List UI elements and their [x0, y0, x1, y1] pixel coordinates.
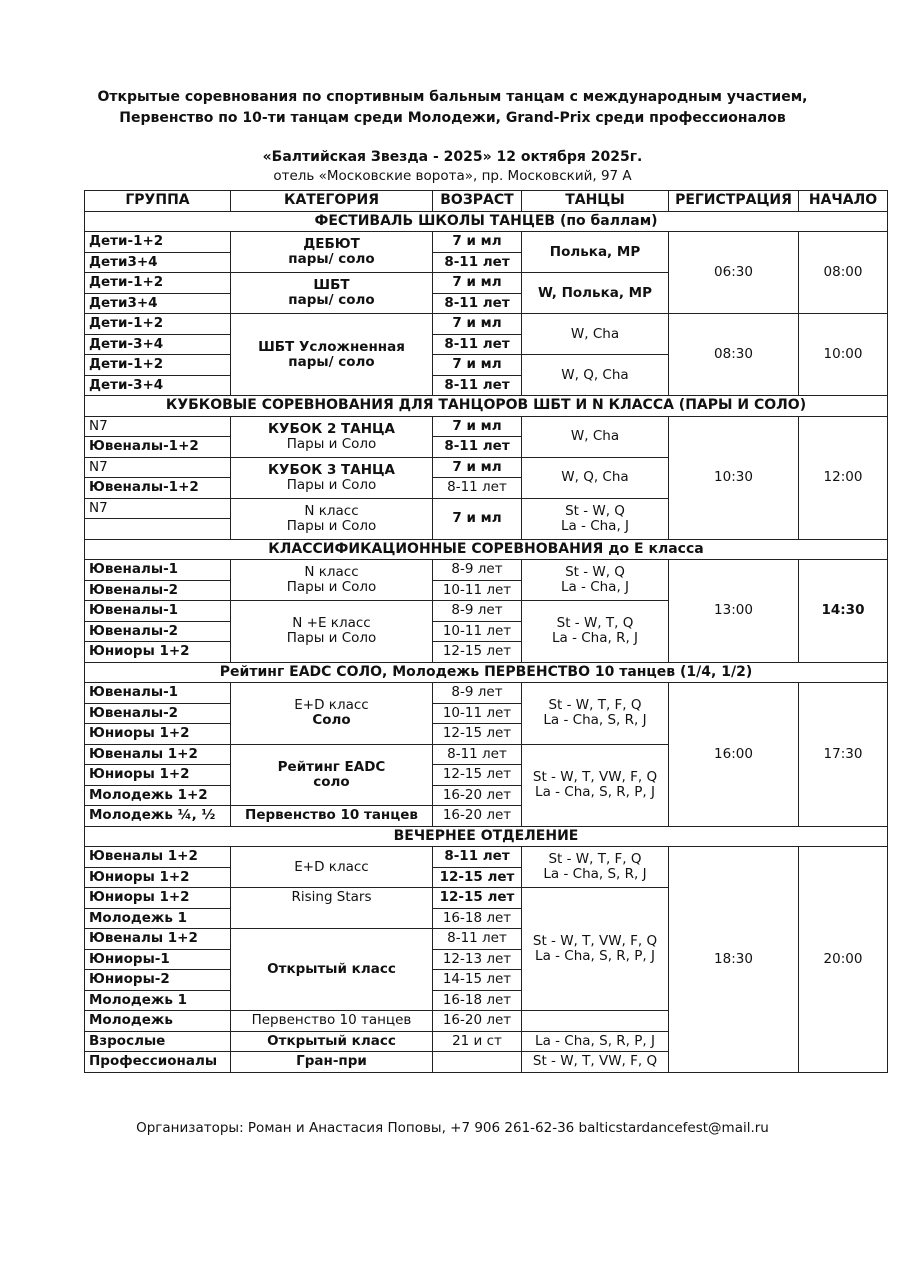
section-row	[85, 396, 888, 417]
category-format: Пары и Соло	[286, 630, 377, 647]
group-cell: Ювеналы-1	[85, 560, 231, 581]
dances-cell	[522, 847, 669, 888]
schedule-table	[84, 190, 888, 1073]
column-header: ВОЗРАСТ	[433, 191, 522, 212]
group-cell: Молодежь ¼, ½	[85, 806, 231, 827]
category-cell	[231, 232, 433, 273]
section-row	[85, 539, 888, 560]
group-cell: Ювеналы-2	[85, 703, 231, 724]
age-cell: 8-11 лет	[433, 437, 522, 458]
group-cell: Ювеналы-1	[85, 601, 231, 622]
age-cell: 10-11 лет	[433, 703, 522, 724]
section-title: Рейтинг EADC СОЛО, Молодежь ПЕРВЕНСТВО 10 танцев (1/4, 1/2)	[85, 662, 888, 683]
category-cell	[231, 273, 433, 314]
latin-dances: La - Cha, S, R, P, J	[535, 784, 655, 800]
start-cell: 20:00	[799, 847, 888, 1073]
organizers-footer: Организаторы: Роман и Анастасия Поповы, +7 906 261-62-36 balticstardancefest@mail.ru	[136, 1120, 769, 1136]
age-cell: 7 и мл	[433, 232, 522, 253]
group-cell: Ювеналы-2	[85, 580, 231, 601]
category-cell	[231, 683, 433, 745]
age-cell: 8-11 лет	[433, 744, 522, 765]
age-cell: 7 и мл	[433, 355, 522, 376]
group-cell: Ювеналы-1+2	[85, 437, 231, 458]
category-name: N класс	[304, 564, 359, 580]
column-header: ТАНЦЫ	[522, 191, 669, 212]
category-cell	[231, 560, 433, 601]
category-cell	[231, 601, 433, 663]
registration-cell: 08:30	[669, 314, 799, 396]
age-cell: 7 и мл	[433, 314, 522, 335]
group-cell: Юниоры 1+2	[85, 642, 231, 663]
section-title: ФЕСТИВАЛЬ ШКОЛЫ ТАНЦЕВ (по баллам)	[85, 211, 888, 232]
standard-dances: St - W, T, F, Q	[548, 697, 642, 714]
age-cell: 7 и мл	[433, 498, 522, 539]
column-header: НАЧАЛО	[799, 191, 888, 212]
dances-cell: Полька, МР	[522, 232, 669, 273]
dances-cell	[522, 683, 669, 745]
category-format: пары/ соло	[288, 353, 375, 370]
event-title: «Балтийская Звезда - 2025» 12 октября 2025г.	[262, 149, 643, 165]
table-row	[85, 683, 888, 704]
group-cell: Дети-1+2	[85, 232, 231, 253]
table-row	[85, 847, 888, 868]
start-cell: 08:00	[799, 232, 888, 314]
registration-cell: 16:00	[669, 683, 799, 827]
age-cell: 8-9 лет	[433, 683, 522, 704]
category-cell	[231, 498, 433, 539]
dances-cell: W, Q, Cha	[522, 457, 669, 498]
age-cell: 12-13 лет	[433, 949, 522, 970]
group-cell: Дети-1+2	[85, 314, 231, 335]
section-title: КУБКОВЫЕ СОРЕВНОВАНИЯ ДЛЯ ТАНЦОРОВ ШБТ И N КЛАССА (ПАРЫ И СОЛО)	[85, 396, 888, 417]
age-cell: 8-11 лет	[433, 478, 522, 499]
latin-dances: La - Cha, S, R, J	[543, 712, 647, 729]
age-cell: 8-11 лет	[433, 847, 522, 868]
group-cell: Ювеналы 1+2	[85, 929, 231, 950]
category-name: E+D класс	[294, 697, 369, 714]
age-cell	[433, 1052, 522, 1073]
standard-dances: St - W, T, Q	[556, 615, 634, 632]
standard-dances: St - W, Q	[565, 564, 625, 580]
group-cell: N7	[85, 457, 231, 478]
age-cell: 10-11 лет	[433, 621, 522, 642]
group-cell: Юниоры 1+2	[85, 724, 231, 745]
registration-cell: 06:30	[669, 232, 799, 314]
group-cell: Ювеналы-1+2	[85, 478, 231, 499]
age-cell: 12-15 лет	[433, 642, 522, 663]
standard-dances: St - W, T, F, Q	[548, 851, 642, 867]
latin-dances: La - Cha, S, R, J	[543, 866, 647, 882]
group-cell: Юниоры-1	[85, 949, 231, 970]
age-cell: 7 и мл	[433, 273, 522, 294]
group-cell: Дети-3+4	[85, 375, 231, 396]
category-cell: Rising Stars	[231, 888, 433, 929]
category-format: Пары и Соло	[286, 435, 377, 452]
section-title: КЛАССИФИКАЦИОННЫЕ СОРЕВНОВАНИЯ до Е класса	[85, 539, 888, 560]
table-row	[85, 416, 888, 437]
age-cell: 8-9 лет	[433, 560, 522, 581]
group-cell: Молодежь 1+2	[85, 785, 231, 806]
venue: отель «Московские ворота», пр. Московский, 97 А	[273, 168, 632, 184]
table-row	[85, 314, 888, 335]
group-cell: N7	[85, 416, 231, 437]
age-cell: 12-15 лет	[433, 765, 522, 786]
age-cell: 10-11 лет	[433, 580, 522, 601]
category-format: Пары и Соло	[286, 476, 377, 493]
category-cell: Открытый класс	[231, 929, 433, 1011]
age-cell: 16-18 лет	[433, 990, 522, 1011]
age-cell: 8-11 лет	[433, 334, 522, 355]
section-row	[85, 662, 888, 683]
title-line-2: Первенство по 10-ти танцам среди Молодежи, Grand-Prix среди профессионалов	[119, 110, 786, 126]
group-cell	[85, 519, 231, 540]
category-format: Пары и Соло	[286, 517, 377, 534]
dances-cell: W, Cha	[522, 314, 669, 355]
group-cell: Юниоры 1+2	[85, 888, 231, 909]
standard-dances: St - W, T, VW, F, Q	[532, 769, 658, 785]
table-row	[85, 560, 888, 581]
group-cell: Взрослые	[85, 1031, 231, 1052]
category-name: Рейтинг EADC	[277, 758, 386, 775]
group-cell: Ювеналы-1	[85, 683, 231, 704]
category-name: ШБТ Усложненная	[258, 338, 405, 355]
category-cell: Гран-при	[231, 1052, 433, 1073]
section-row	[85, 826, 888, 847]
start-cell: 10:00	[799, 314, 888, 396]
age-cell: 8-11 лет	[433, 375, 522, 396]
group-cell: Юниоры 1+2	[85, 765, 231, 786]
dances-cell	[522, 560, 669, 601]
group-cell: Дети3+4	[85, 293, 231, 314]
group-cell: Молодежь 1	[85, 908, 231, 929]
latin-dances: La - Cha, S, R, P, J	[535, 948, 655, 964]
column-header: ГРУППА	[85, 191, 231, 212]
group-cell: Профессионалы	[85, 1052, 231, 1073]
category-name: ШБТ	[313, 277, 350, 293]
table-row	[85, 232, 888, 253]
dances-cell: La - Cha, S, R, P, J	[522, 1031, 669, 1052]
age-cell: 16-20 лет	[433, 806, 522, 827]
category-cell	[231, 744, 433, 806]
category-name: ДЕБЮТ	[303, 236, 360, 252]
registration-cell: 13:00	[669, 560, 799, 663]
group-cell: Дети-1+2	[85, 273, 231, 294]
category-format: пары/ соло	[288, 251, 375, 267]
section-title: ВЕЧЕРНЕЕ ОТДЕЛЕНИЕ	[85, 826, 888, 847]
latin-dances: La - Cha, J	[560, 579, 630, 595]
column-header: РЕГИСТРАЦИЯ	[669, 191, 799, 212]
category-name: N +E класс	[292, 615, 371, 632]
category-format: пары/ соло	[288, 292, 375, 308]
group-cell: Ювеналы-2	[85, 621, 231, 642]
category-cell: E+D класс	[231, 847, 433, 888]
dances-cell: W, Полька, МР	[522, 273, 669, 314]
category-cell: Первенство 10 танцев	[231, 806, 433, 827]
age-cell: 8-9 лет	[433, 601, 522, 622]
group-cell: Молодежь	[85, 1011, 231, 1032]
group-cell: Юниоры-2	[85, 970, 231, 991]
group-cell: Ювеналы 1+2	[85, 744, 231, 765]
group-cell: Дети3+4	[85, 252, 231, 273]
category-format: Пары и Соло	[286, 579, 377, 595]
dances-cell	[522, 744, 669, 826]
standard-dances: St - W, T, VW, F, Q	[532, 933, 658, 949]
latin-dances: La - Cha, R, J	[551, 630, 639, 647]
category-cell: Первенство 10 танцев	[231, 1011, 433, 1032]
dances-cell: St - W, T, VW, F, Q	[522, 1052, 669, 1073]
group-cell: Молодежь 1	[85, 990, 231, 1011]
age-cell: 16-20 лет	[433, 785, 522, 806]
dances-cell	[522, 601, 669, 663]
age-cell: 16-18 лет	[433, 908, 522, 929]
category-name: N класс	[304, 502, 359, 519]
dances-cell	[522, 498, 669, 539]
latin-dances: La - Cha, J	[560, 517, 630, 534]
category-name: КУБОК 2 ТАНЦА	[268, 420, 395, 437]
group-cell: Юниоры 1+2	[85, 867, 231, 888]
group-cell: Дети-3+4	[85, 334, 231, 355]
group-cell: N7	[85, 498, 231, 519]
category-cell: Открытый класс	[231, 1031, 433, 1052]
age-cell: 14-15 лет	[433, 970, 522, 991]
dances-cell: W, Q, Cha	[522, 355, 669, 396]
age-cell: 21 и ст	[433, 1031, 522, 1052]
age-cell: 8-11 лет	[433, 929, 522, 950]
standard-dances: St - W, Q	[565, 502, 625, 519]
age-cell: 12-15 лет	[433, 888, 522, 909]
registration-cell: 10:30	[669, 416, 799, 539]
dances-cell: W, Cha	[522, 416, 669, 457]
start-cell: 14:30	[799, 560, 888, 663]
column-header: КАТЕГОРИЯ	[231, 191, 433, 212]
category-cell	[231, 314, 433, 396]
start-cell: 17:30	[799, 683, 888, 827]
start-cell: 12:00	[799, 416, 888, 539]
table-header-row	[85, 191, 888, 212]
category-name: КУБОК 3 ТАНЦА	[268, 461, 395, 478]
group-cell: Ювеналы 1+2	[85, 847, 231, 868]
category-cell	[231, 457, 433, 498]
title-line-1: Открытые соревнования по спортивным бальным танцам с международным участием,	[97, 89, 808, 105]
category-cell	[231, 416, 433, 457]
age-cell: 7 и мл	[433, 457, 522, 478]
category-format: соло	[313, 773, 350, 790]
dances-cell	[522, 1011, 669, 1032]
age-cell: 12-15 лет	[433, 724, 522, 745]
age-cell: 8-11 лет	[433, 293, 522, 314]
age-cell: 12-15 лет	[433, 867, 522, 888]
group-cell: Дети-1+2	[85, 355, 231, 376]
section-row	[85, 211, 888, 232]
age-cell: 7 и мл	[433, 416, 522, 437]
age-cell: 16-20 лет	[433, 1011, 522, 1032]
age-cell: 8-11 лет	[433, 252, 522, 273]
category-format: Соло	[312, 712, 351, 729]
dances-cell	[522, 888, 669, 1011]
registration-cell: 18:30	[669, 847, 799, 1073]
